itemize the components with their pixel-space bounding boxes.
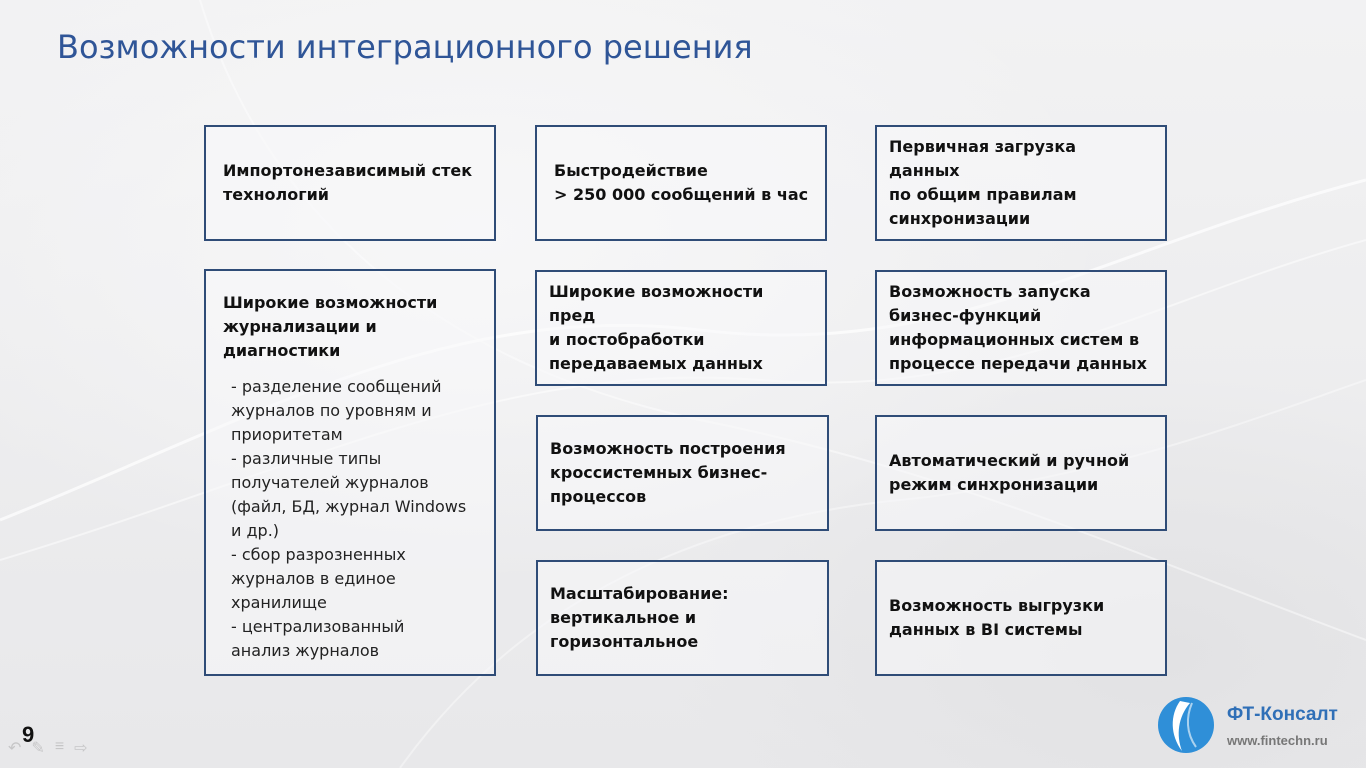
box-sync-mode-text: Автоматический и ручной режим синхронизации <box>889 451 1130 494</box>
slide-title: Возможности интеграционного решения <box>57 28 753 66</box>
company-url: www.fintechn.ru <box>1227 733 1328 748</box>
box-logging-details: - разделение сообщений журналов по уровням и приоритетам - различные типы получателей журналов (файл, БД, журнал Windows и др.) - сбор разрозненных журналов в единое хранилище - централизованный анализ журналов <box>231 377 467 660</box>
box-sync-mode <box>875 415 1167 531</box>
page-number: 9 <box>22 722 35 747</box>
next-arrow-icon[interactable]: ⇨ <box>74 740 88 757</box>
box-pre-post-processing <box>535 270 827 386</box>
box-logging-heading: Широкие возможности журнализации и диагностики <box>223 293 438 360</box>
box-scaling-text: Масштабирование: вертикальное и горизонтальное <box>550 584 729 651</box>
box-cross-processes-text: Возможность построения кроссистемных бизнес- процессов <box>550 439 786 506</box>
company-logo-icon <box>1156 695 1216 755</box>
menu-icon[interactable]: ≡ <box>54 738 65 755</box>
box-business-functions <box>875 270 1167 386</box>
box-bi-export-text: Возможность выгрузки данных в BI системы <box>889 596 1105 639</box>
previous-arrow-icon[interactable]: ↶ <box>8 740 22 757</box>
box-initial-load-text: Первичная загрузка данных по общим правилам синхронизации <box>889 137 1077 228</box>
box-logging <box>204 269 496 676</box>
box-business-functions-text: Возможность запуска бизнес-функций информационных систем в процессе передачи данных <box>889 282 1147 373</box>
box-initial-load <box>875 125 1167 241</box>
box-bi-export <box>875 560 1167 676</box>
box-pre-post-processing-text: Широкие возможности пред и постобработки передаваемых данных <box>549 282 764 373</box>
box-performance-text: Быстродействие > 250 000 сообщений в час <box>554 161 809 204</box>
pen-icon[interactable]: ✎ <box>31 740 45 757</box>
box-performance <box>535 125 827 241</box>
box-import-stack-text: Импортонезависимый стек технологий <box>223 161 473 204</box>
company-name: ФТ-Консалт <box>1227 704 1338 725</box>
box-cross-processes <box>536 415 829 531</box>
box-scaling <box>536 560 829 676</box>
slide-nav-controls[interactable] <box>8 738 88 758</box>
box-import-stack <box>204 125 496 241</box>
